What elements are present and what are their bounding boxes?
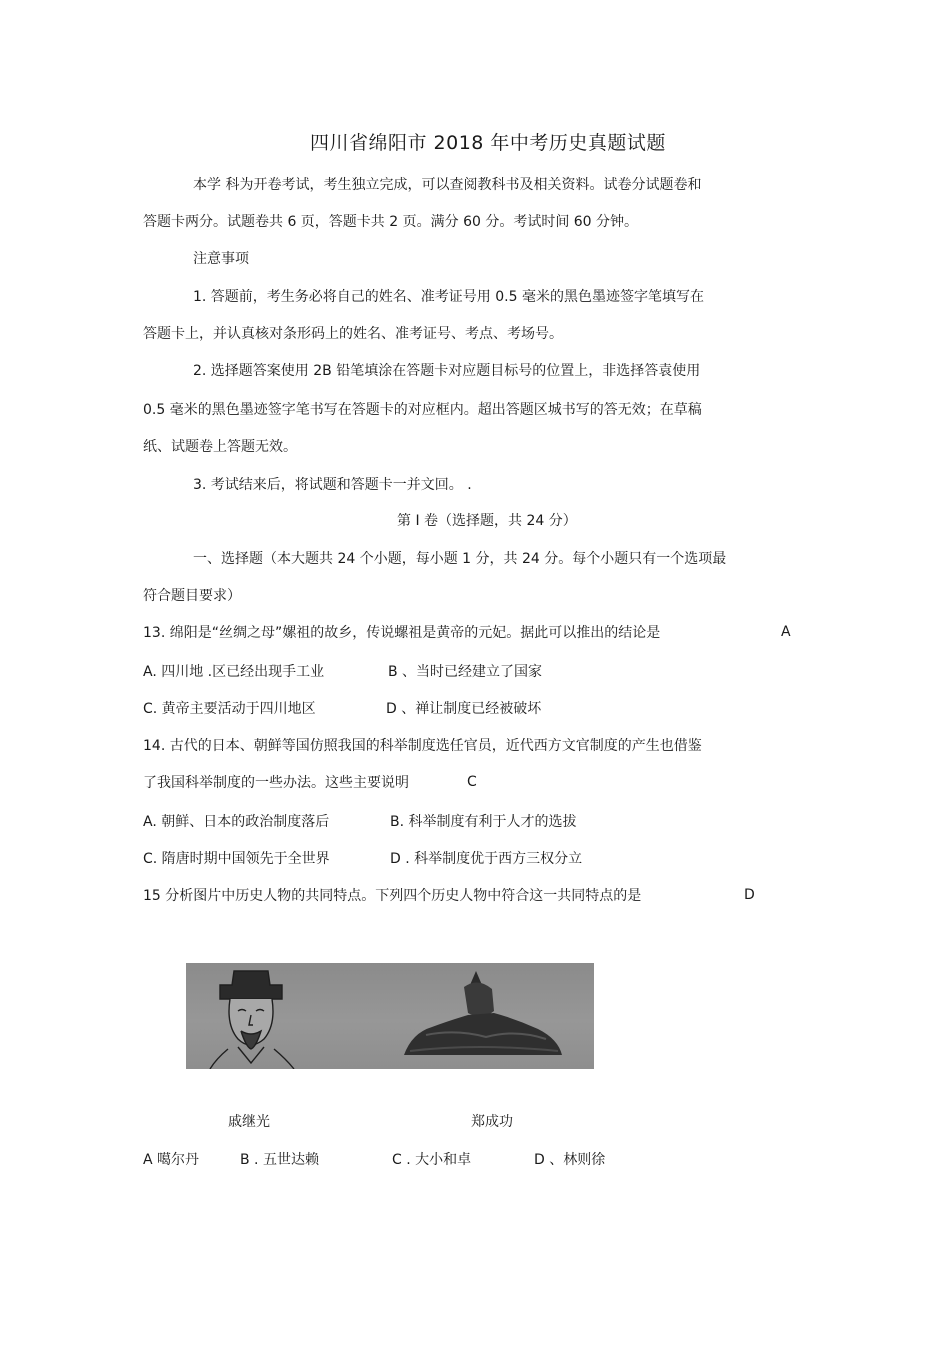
portrait-illustrations <box>186 963 594 1069</box>
note-2-line-c: 纸、试题卷上答题无效。 <box>143 439 297 455</box>
q15-option-a: A 噶尔丹 <box>143 1152 200 1168</box>
q15-answer: D <box>744 887 755 903</box>
q14-option-a: A. 朝鲜、日本的政治制度落后 <box>143 814 330 830</box>
q13-stem: 13. 绵阳是“丝绸之母”嫘祖的故乡，传说螺祖是黄帝的元妃。据此可以推出的结论是 <box>143 625 661 641</box>
q14-option-d: D . 科举制度优于西方三权分立 <box>390 851 583 867</box>
note-2-line-b: 0.5 毫米的黑色墨迹签字笔书写在答题卡的对应框内。超出答题区城书写的答无效；在草稿 <box>143 402 702 418</box>
section-description-b: 符合题目要求） <box>143 588 241 604</box>
q13-option-d: D 、禅让制度已经被破坏 <box>386 701 542 717</box>
q13-option-c: C. 黄帝主要活动于四川地区 <box>143 701 316 717</box>
q14-option-b: B. 科举制度有利于人才的选拔 <box>390 814 577 830</box>
caption-left: 戚继光 <box>228 1114 270 1130</box>
qi-jiguang-portrait <box>210 971 294 1069</box>
historical-figures-image <box>186 963 594 1069</box>
q14-stem-b: 了我国科举制度的一些办法。这些主要说明 <box>143 775 409 791</box>
zheng-chenggong-statue <box>404 971 562 1055</box>
note-2-line-a: 2. 选择题答案使用 2B 铅笔填涂在答题卡对应题目标号的位置上，非选择答袁使用 <box>193 363 701 379</box>
section-heading: 第 I 卷（选择题，共 24 分） <box>397 513 577 529</box>
document-title: 四川省绵阳市 2018 年中考历史真题试题 <box>310 132 666 154</box>
q14-option-c: C. 隋唐时期中国领先于全世界 <box>143 851 330 867</box>
section-description-a: 一、选择题（本大题共 24 个小题，每小题 1 分，共 24 分。每个小题只有一个选项最 <box>193 551 727 567</box>
q13-option-a: A. 四川地 .区已经出现手工业 <box>143 664 325 680</box>
q13-option-b: B 、当时已经建立了国家 <box>388 664 543 680</box>
note-1-line-a: 1. 答题前，考生务必将自己的姓名、准考证号用 0.5 毫米的黑色墨迹签字笔填写在 <box>193 289 704 305</box>
q13-answer: A <box>781 624 791 640</box>
q15-option-d: D 、林则徐 <box>534 1152 606 1168</box>
q15-option-c: C . 大小和卓 <box>392 1152 472 1168</box>
intro-line-2: 答题卡两分。试题卷共 6 页，答题卡共 2 页。满分 60 分。考试时间 60 分钟。 <box>143 214 639 230</box>
intro-line-1: 本学 科为开卷考试，考生独立完成，可以查阅教科书及相关资料。试卷分试题卷和 <box>193 177 702 193</box>
note-3: 3. 考试结来后，将试题和答题卡一并文回。 . <box>193 477 472 493</box>
caption-right: 郑成功 <box>471 1114 513 1130</box>
notes-heading: 注意事项 <box>193 251 249 267</box>
q15-option-b: B . 五世达赖 <box>240 1152 319 1168</box>
q14-stem-a: 14. 古代的日本、朝鲜等国仿照我国的科举制度选任官员，近代西方文官制度的产生也借鉴 <box>143 738 702 754</box>
q15-stem: 15 分析图片中历史人物的共同特点。下列四个历史人物中符合这一共同特点的是 <box>143 888 642 904</box>
note-1-line-b: 答题卡上，并认真核对条形码上的姓名、准考证号、考点、考场号。 <box>143 326 563 342</box>
q14-answer: C <box>467 774 477 790</box>
